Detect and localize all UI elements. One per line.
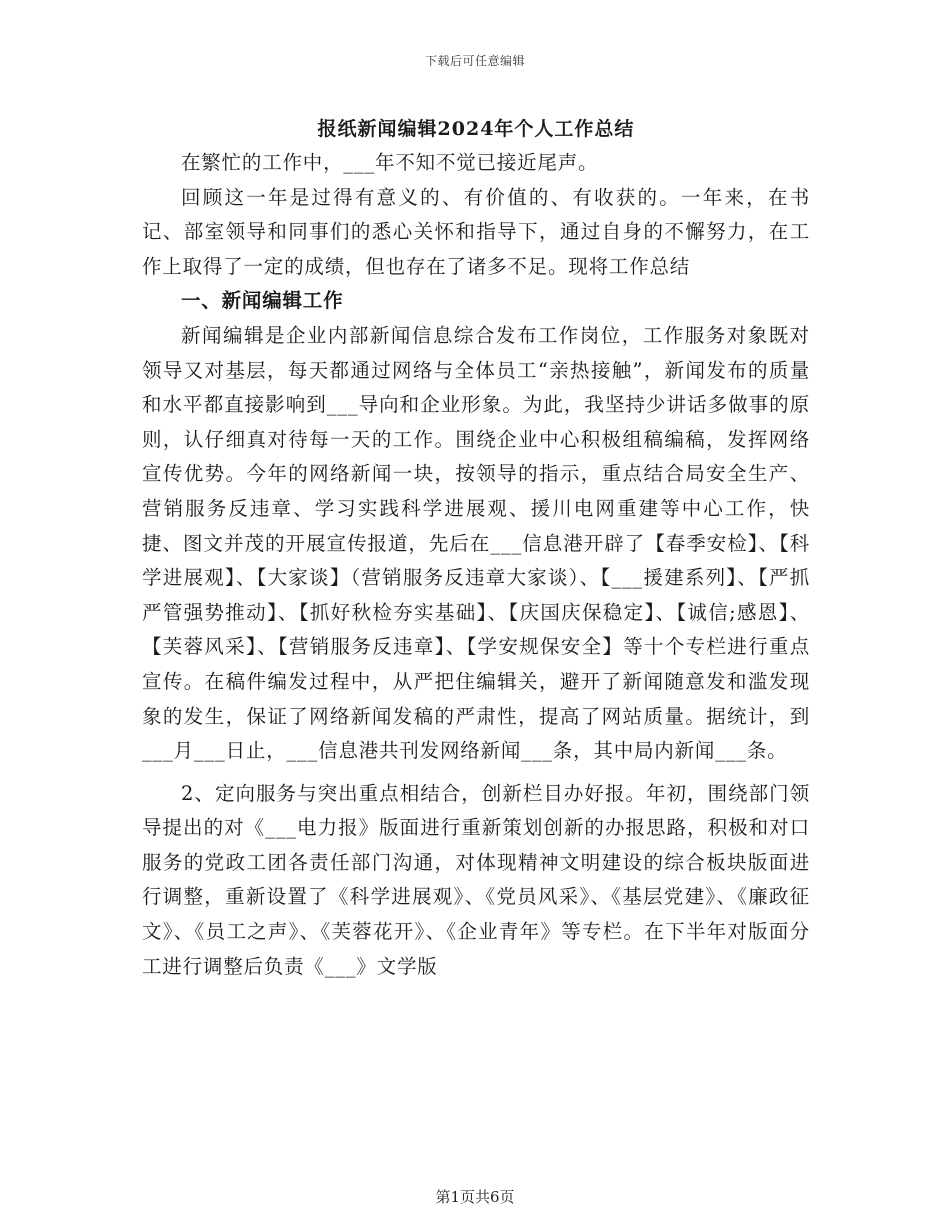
section-2-paragraph: 2、定向服务与突出重点相结合，创新栏目办好报。年初，围绕部门领导提出的对《___电力报》版面进行重新策划创新的办报思路，积极和对口服务的党政工团各责任部门沟通，对体现精神文明建设的综合板块版面进行调整，重新设置了《科学进展观》、《党员风采》、《基层党建》、《廉政征文》、《员工之声》、《芙蓉花开》、《企业青年》等专栏。在下半年对版面分工进行调整后负责《___》文学版 [142,781,810,978]
document-body [142,112,810,984]
page-number-footer: 第1页共6页 [435,1188,515,1206]
section-heading-news-editing: 一、新闻编辑工作 [181,289,344,313]
document-title: 报纸新闻编辑2024年个人工作总结 [317,118,635,140]
intro-paragraph-2: 回顾这一年是过得有意义的、有价值的、有收获的。一年来，在书记、部室领导和同事们的悉心关怀和指导下，通过自身的不懈努力，在工作上取得了一定的成绩，但也存在了诸多不足。现将工作总结 [142,185,810,278]
intro-paragraph-1: 在繁忙的工作中，___年不知不觉已接近尾声。 [181,151,599,174]
section-1-paragraph: 新闻编辑是企业内部新闻信息综合发布工作岗位，工作服务对象既对领导又对基层，每天都通过网络与全体员工“亲热接触”，新闻发布的质量和水平都直接影响到___导向和企业形象。为此，我坚持少讲话多做事的原则，认仔细真对待每一天的工作。围绕企业中心积极组稿编稿，发挥网络宣传优势。今年的网络新闻一块，按领导的指示，重点结合局安全生产、营销服务反违章、学习实践科学进展观、援川电网重建等中心工作，快捷、图文并茂的开展宣传报道，先后在___信息港开辟了【春季安检】、【科学进展观】、【大家谈】（营销服务反违章大家谈）、【___援建系列】、【严抓严管强势推动】、【抓好秋检夯实基础】、【庆国庆保稳定】、【诚信;感恩】、【芙蓉风采】、【营销服务反违章】、【学安规保安全】等十个专栏进行重点宣传。在稿件编发过程中，从严把住编辑关，避开了新闻随意发和滥发现象的发生，保证了网络新闻发稿的严肃性，提高了网站质量。据统计，到___月___日止，___信息港共刊发网络新闻___条，其中局内新闻___条。 [142,323,810,763]
page-header-note: 下载后可任意编辑 [424,54,525,68]
